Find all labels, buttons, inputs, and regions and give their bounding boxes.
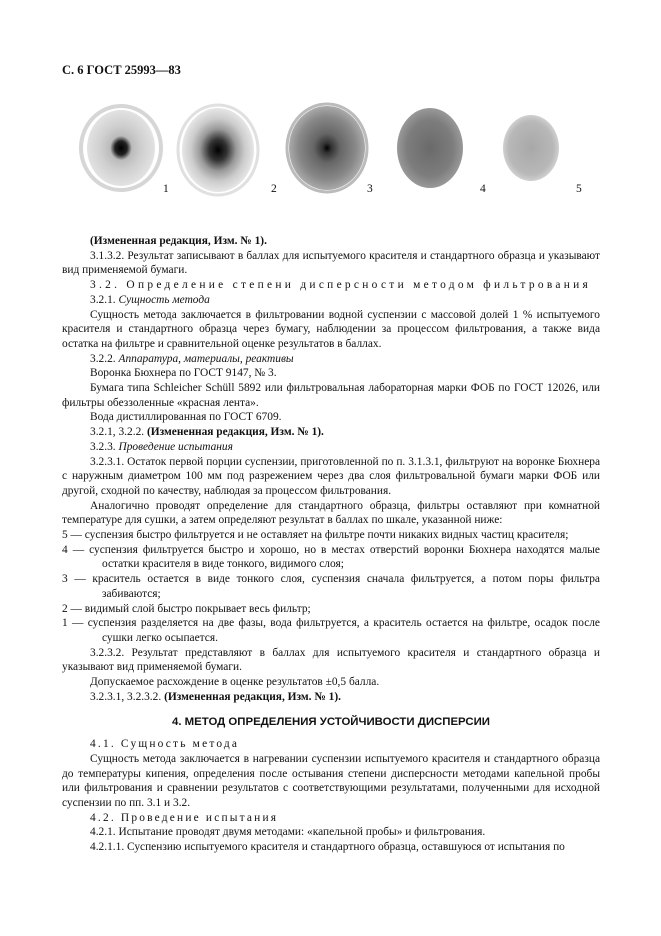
- scale-item-1: 1 — суспензия разделяется на две фазы, вода фильтруется, а краситель остается на фильтре, осадок после сушки легко осыпается.: [62, 617, 600, 644]
- scale-item-3: 3 — краситель остается в виде тонкого слоя, суспензия сначала фильтруется, а потом поры фильтра забиваются;: [62, 573, 600, 600]
- drop-sample-1: [81, 106, 161, 190]
- paragraph: 3.2.3.2. Результат представляют в баллах для испытуемого красителя и стандартного образца и указывают вид применяемой бумаги.: [62, 646, 600, 674]
- subsection-heading: 3.2.1. Сущность метода: [90, 293, 210, 306]
- section-heading: 3.2. Определение степени дисперсности методом фильтрования: [90, 279, 592, 292]
- subsection-heading: 3.2.2. Аппаратура, материалы, реактивы: [90, 352, 294, 365]
- drop-sample-5: [503, 115, 559, 181]
- drop-sample-4: [397, 108, 463, 188]
- page-header: С. 6 ГОСТ 25993—83: [62, 63, 181, 77]
- drop-sample-3: [287, 104, 367, 192]
- scale-item-2: 2 — видимый слой быстро покрывает весь фильтр;: [62, 602, 311, 615]
- subsection-heading: 3.2.3. Проведение испытания: [90, 440, 233, 453]
- paragraph: Сущность метода заключается в нагревании суспензии испытуемого красителя и стандартного образца до температуры кипения, определения после остывания степени дисперсности методами капельной пробы или фильтрования и сравнении результатов с соответствующими результатами, полученными для исходной суспензии по пп. 3.1 и 3.2.: [62, 752, 600, 810]
- paragraph: 3.2.3.1. Остаток первой порции суспензии, приготовленной по п. 3.1.3.1, фильтруют на воронке Бюхнера с наружным диаметром 100 мм под разрежением через два слоя фильтровальной бумаги марки ФОБ или другой, сходной по качеству, наблюдая за процессом фильтрования.: [62, 455, 600, 497]
- drop-test-figure: [0, 100, 661, 210]
- scale-item-4: 4 — суспензия фильтруется быстро и хорошо, но в местах отверстий воронки Бюхнера находятся малые остатки красителя в виде тонкого, видимого слоя;: [62, 543, 600, 571]
- figure-number-4: 4: [480, 183, 486, 195]
- drop-sample-2: [178, 105, 258, 195]
- document-body: [62, 234, 600, 855]
- chapter-heading: 4. МЕТОД ОПРЕДЕЛЕНИЯ УСТОЙЧИВОСТИ ДИСПЕРСИИ: [172, 715, 490, 728]
- paragraph: Аналогично проводят определение для стандартного образца, фильтры оставляют при комнатной температуре для сушки, а затем определяют результат в баллах по шкале, указанной ниже:: [62, 499, 600, 527]
- amendment-note: (Измененная редакция, Изм. № 1).: [90, 235, 267, 247]
- amendment-note: 3.2.3.1, 3.2.3.2. (Измененная редакция, Изм. № 1).: [90, 690, 342, 703]
- scale-item-5: 5 — суспензия быстро фильтруется и не оставляет на фильтре почти никаких видных частиц красителя;: [62, 529, 569, 542]
- paragraph: Воронка Бюхнера по ГОСТ 9147, № 3.: [90, 367, 277, 380]
- paragraph: 3.1.3.2. Результат записывают в баллах для испытуемого красителя и стандартного образца и указывают вид применяемой бумаги.: [62, 249, 600, 277]
- figure-number-3: 3: [367, 183, 373, 195]
- paragraph: 4.2.1.1. Суспензию испытуемого красителя и стандартного образца, оставшуюся от испытания по: [90, 841, 565, 854]
- paragraph: 4.2.1. Испытание проводят двумя методами: «капельной пробы» и фильтрования.: [90, 826, 486, 839]
- section-heading: 4.1. Сущность метода: [90, 738, 240, 751]
- amendment-note: 3.2.1, 3.2.2. (Измененная редакция, Изм. № 1).: [90, 426, 324, 439]
- paragraph: Допускаемое расхождение в оценке результатов ±0,5 балла.: [90, 676, 380, 689]
- figure-number-2: 2: [271, 183, 277, 195]
- drop-test-images: [0, 100, 661, 210]
- paragraph: Вода дистиллированная по ГОСТ 6709.: [90, 411, 282, 424]
- paragraph: Сущность метода заключается в фильтровании водной суспензии с массовой долей 1 % испытуемого красителя и стандартного образца через бумагу, наблюдении за процессом фильтрования, а также вида остатка на фильтре и сравнительной оценке результатов в баллах.: [62, 308, 600, 350]
- figure-number-5: 5: [576, 183, 582, 195]
- section-heading: 4.2. Проведение испытания: [90, 811, 279, 824]
- figure-number-1: 1: [163, 183, 169, 195]
- paragraph: Бумага типа Schleicher Schüll 5892 или фильтровальная лабораторная марки ФОБ по ГОСТ 12026, или фильтры обеззоленные «красная лента».: [62, 382, 600, 409]
